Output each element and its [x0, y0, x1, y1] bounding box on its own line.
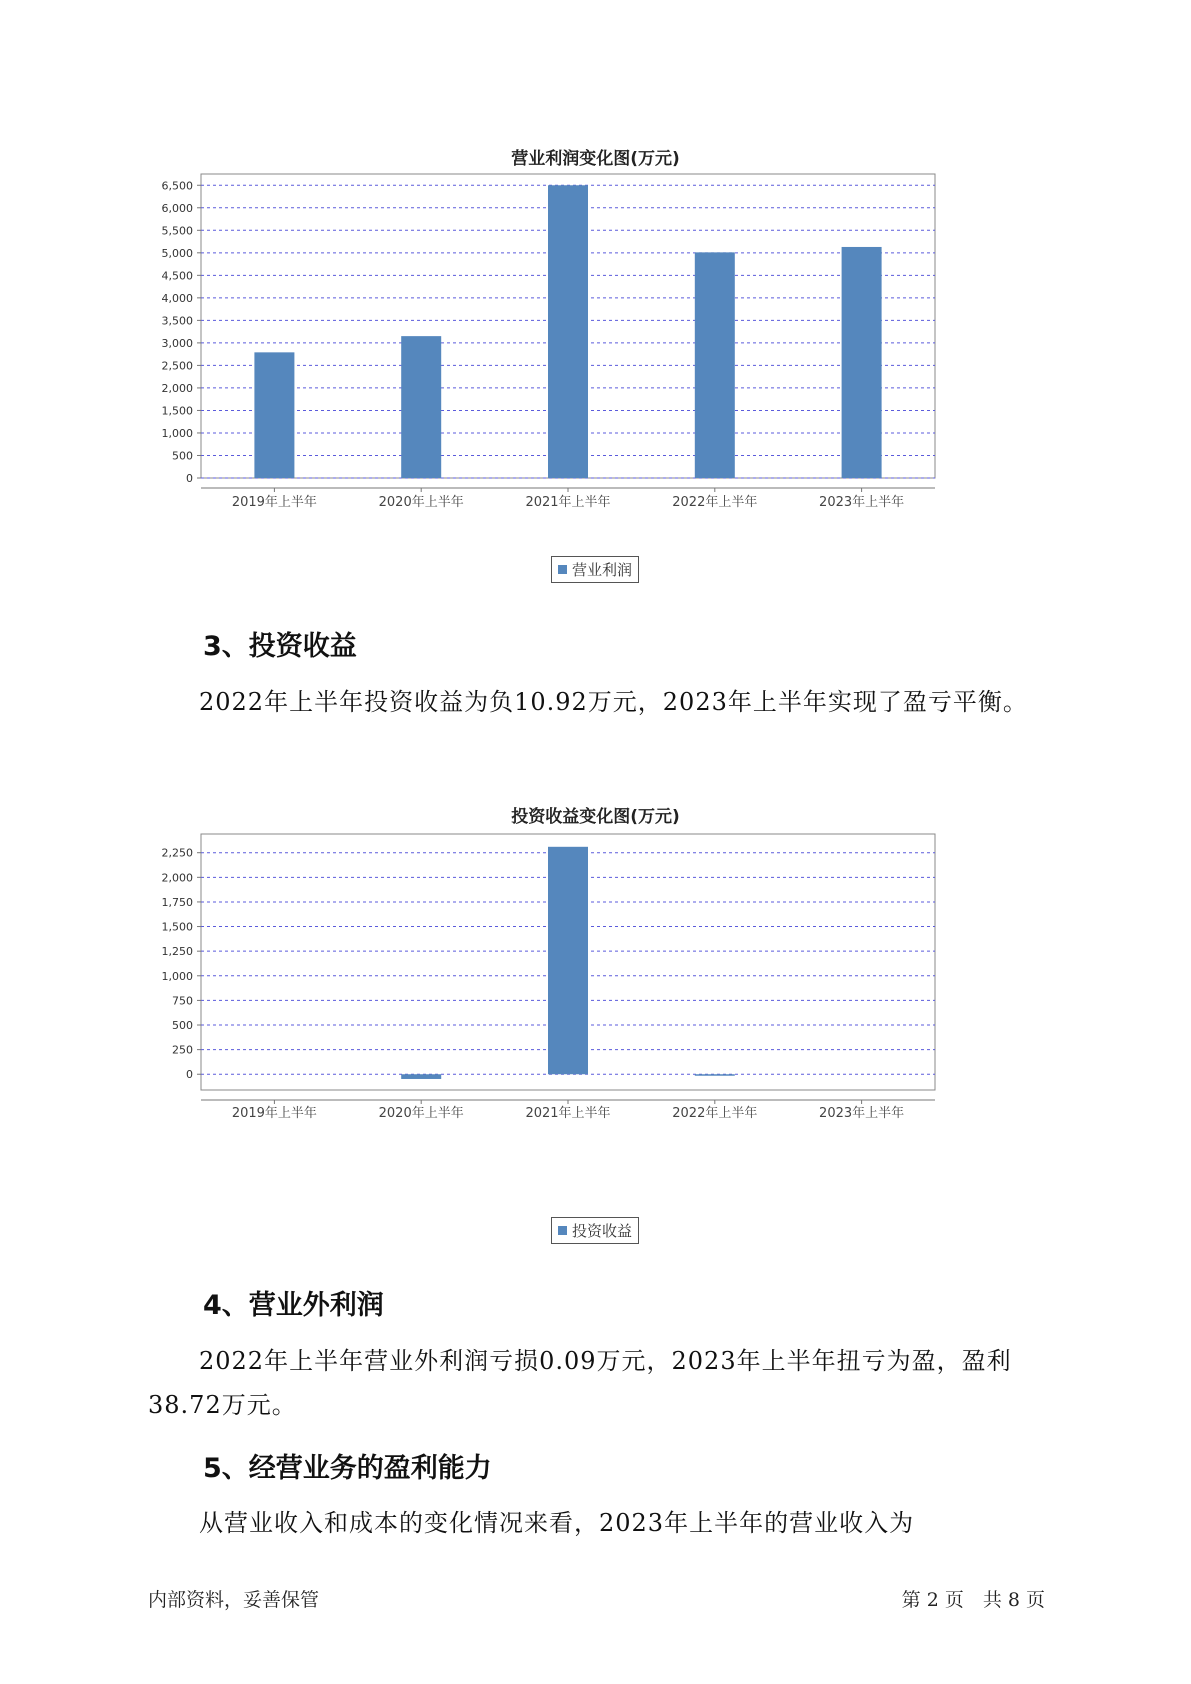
- y-tick-label: 3,000: [161, 336, 193, 350]
- y-tick-label: 0: [186, 472, 193, 485]
- heading-investment-income: 3、投资收益: [203, 631, 357, 662]
- y-tick-label: 6,000: [161, 201, 193, 215]
- footer-page-number: 第 2 页 共 8 页: [901, 1589, 1045, 1611]
- y-tick-label: 2,500: [161, 359, 193, 373]
- bar: [695, 252, 735, 478]
- y-tick-label: 1,000: [161, 426, 193, 440]
- y-tick-label: 0: [186, 1068, 193, 1082]
- y-tick-label: 500: [172, 449, 193, 463]
- y-tick-label: 5,000: [161, 246, 193, 260]
- para-profitability: 从营业收入和成本的变化情况来看，2023年上半年的营业收入为: [199, 1509, 915, 1537]
- operating-profit-chart: [0, 170, 1191, 530]
- legend-swatch: [558, 565, 567, 574]
- x-tick-label: 2020年上半年: [378, 495, 464, 510]
- x-tick-label: 2022年上半年: [672, 1106, 758, 1121]
- chart2-legend: [551, 1217, 639, 1244]
- chart2-title: 投资收益变化图(万元): [511, 807, 680, 827]
- y-tick-label: 1,750: [161, 895, 193, 909]
- y-tick-label: 3,500: [161, 314, 193, 328]
- x-tick-label: 2020年上半年: [378, 1106, 464, 1121]
- x-tick-label: 2022年上半年: [672, 495, 758, 510]
- heading-profitability: 5、经营业务的盈利能力: [203, 1453, 492, 1484]
- y-tick-label: 1,250: [161, 945, 193, 959]
- bar: [842, 247, 882, 478]
- y-tick-label: 750: [172, 994, 193, 1008]
- footer-confidential: 内部资料，妥善保管: [148, 1589, 320, 1611]
- y-tick-label: 2,000: [161, 871, 193, 885]
- y-tick-label: 4,000: [161, 291, 193, 305]
- x-tick-label: 2023年上半年: [819, 1106, 905, 1121]
- y-tick-label: 500: [172, 1019, 193, 1033]
- y-tick-label: 6,500: [161, 179, 193, 193]
- legend-swatch: [558, 1226, 567, 1235]
- bar: [695, 1074, 735, 1076]
- para-non-operating-profit: 2022年上半年营业外利润亏损0.09万元，2023年上半年扭亏为盈，盈利38.72万元。: [148, 1347, 1012, 1419]
- x-tick-label: 2021年上半年: [525, 1106, 611, 1121]
- y-tick-label: 4,500: [161, 269, 193, 283]
- y-tick-label: 2,250: [161, 846, 193, 860]
- bar: [548, 847, 588, 1074]
- chart1-legend: [551, 556, 639, 583]
- bar: [401, 1074, 441, 1079]
- chart1-title: 营业利润变化图(万元): [511, 149, 680, 169]
- bar: [254, 352, 294, 478]
- chart1-legend-label: 营业利润: [572, 561, 633, 579]
- y-tick-label: 5,500: [161, 224, 193, 238]
- investment-income-chart: [0, 832, 1191, 1192]
- y-tick-label: 1,500: [161, 920, 193, 934]
- y-tick-label: 250: [172, 1043, 193, 1057]
- heading-non-operating-profit: 4、营业外利润: [203, 1290, 384, 1321]
- y-tick-label: 1,500: [161, 404, 193, 418]
- y-tick-label: 2,000: [161, 381, 193, 395]
- chart2-legend-label: 投资收益: [572, 1222, 633, 1240]
- x-tick-label: 2023年上半年: [819, 495, 905, 510]
- x-tick-label: 2019年上半年: [231, 495, 317, 510]
- bar: [548, 185, 588, 478]
- bar: [401, 336, 441, 478]
- x-tick-label: 2021年上半年: [525, 495, 611, 510]
- x-tick-label: 2019年上半年: [231, 1106, 317, 1121]
- para-investment-income: 2022年上半年投资收益为负10.92万元，2023年上半年实现了盈亏平衡。: [199, 688, 1028, 716]
- y-tick-label: 1,000: [161, 969, 193, 983]
